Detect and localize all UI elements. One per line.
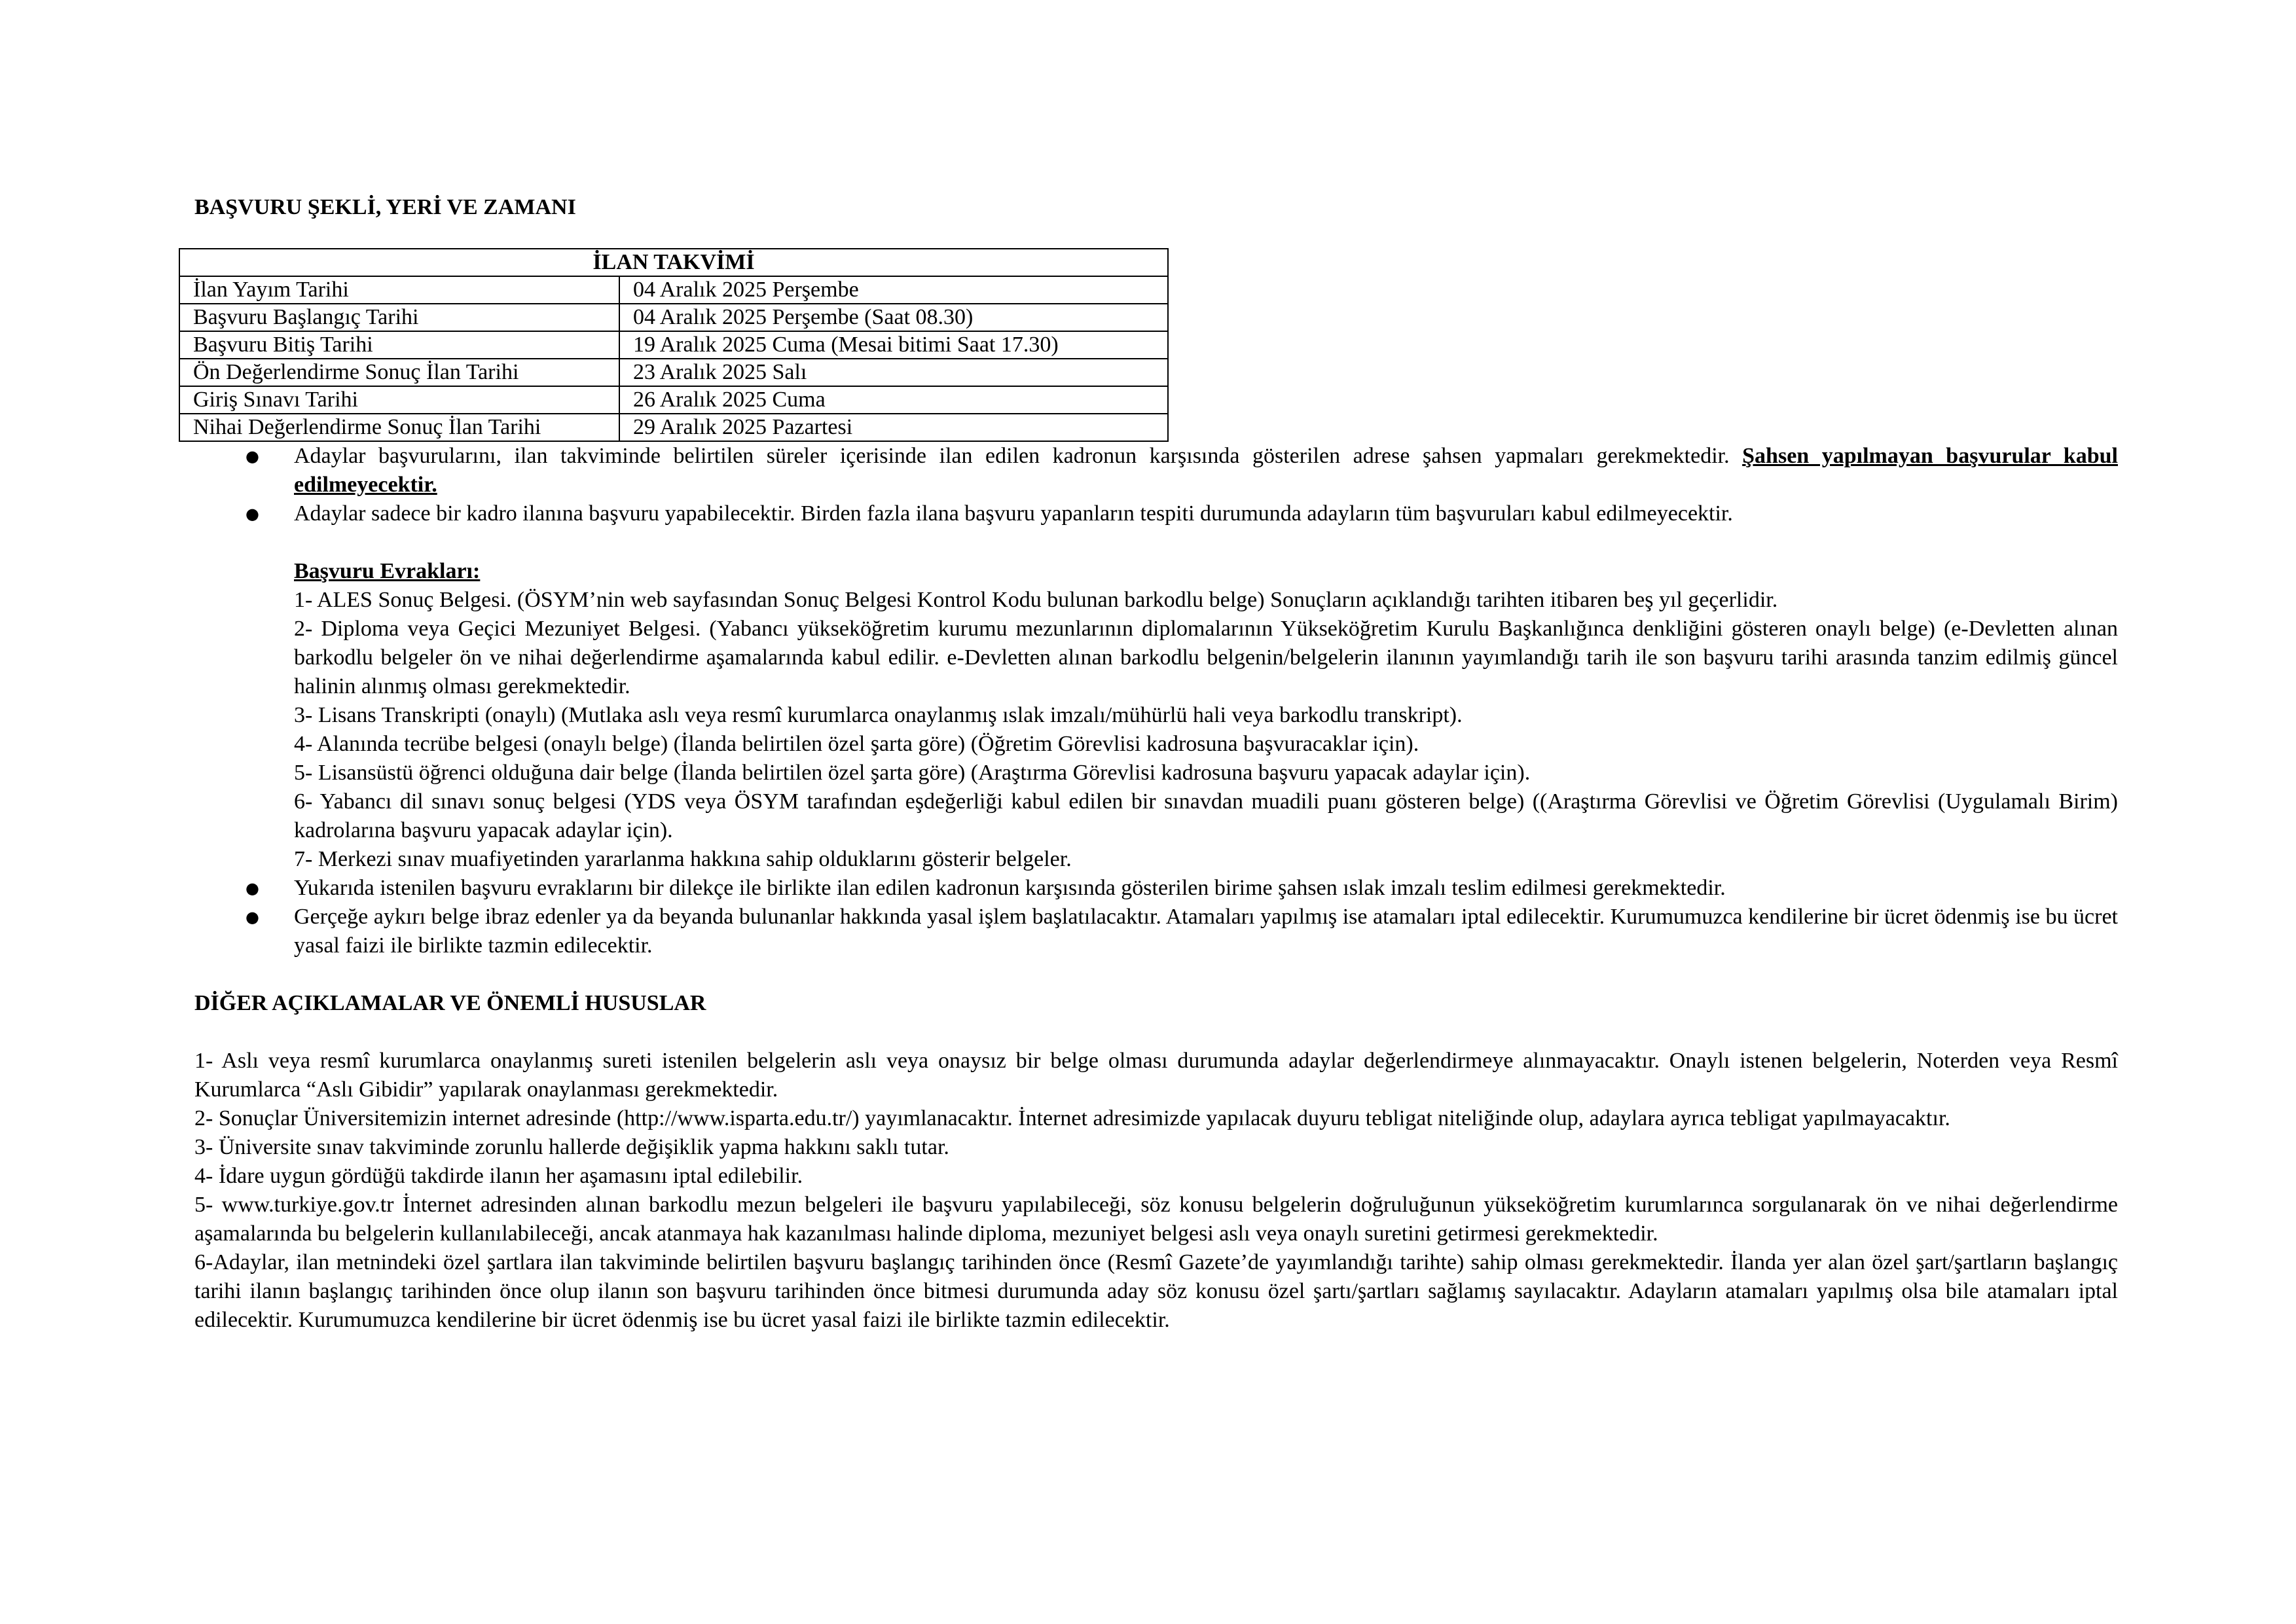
diger-item: 4- İdare uygun gördüğü takdirde ilanın her aşamasını iptal edilebilir. — [194, 1164, 803, 1188]
evrak-title: Başvuru Evrakları: — [294, 559, 481, 583]
diger-item: 3- Üniversite sınav takviminde zorunlu hallerde değişiklik yapma hakkını saklı tutar. — [194, 1135, 949, 1159]
bullet-list-basvuru — [194, 442, 2118, 528]
bullet-text: Gerçeğe aykırı belge ibraz edenler ya da beyanda bulunanlar hakkında yasal işlem başlatılacaktır. Atamaları yapılmış ise atamaları iptal edilecektir. Kurumumuzca kendilerine bir ücret ödenmiş ise bu ücret yasal faizi ile birlikte tazmin edilecektir. — [294, 905, 2118, 958]
ilan-takvimi-table — [179, 248, 1169, 442]
bullet-text: Adaylar sadece bir kadro ilanına başvuru yapabilecektir. Birden fazla ilana başvuru yapanların tespiti durumunda adayların tüm başvuruları kabul edilmeyecektir. — [294, 501, 1733, 526]
list-item — [194, 903, 2118, 960]
diger-item: 6-Adaylar, ilan metnindeki özel şartlara ilan takviminde belirtilen başvuru başlangıç tarihinden önce (Resmî Gazete’de yayımlandığı tarihte) sahip olması gerekmektedir. İlanda yer alan özel şart/şartların başlangıç tarihi ilanın başlangıç tarihinden önce olup ilanın son başvuru tarihinden önce bitmesi durumunda aday söz konusu özel şartı/şartları sağlamış sayılacaktır. Adayların atamaları yapılmış olsa bile atamaları iptal edilecektir. Kurumumuzca kendilerine bir ücret ödenmiş ise bu ücret yasal faizi ile birlikte tazmin edilecektir. — [194, 1250, 2118, 1332]
diger-item: 1- Aslı veya resmî kurumlarca onaylanmış sureti istenilen belgelerin aslı veya onaysız bir belge olması durumunda adaylar değerlendirmeye alınmayacaktır. Onaylı istenen belgelerin, Noterden veya Resmî Kurumlarca “Aslı Gibidir” yapılarak onaylanması gerekmektedir. — [194, 1049, 2118, 1102]
bullet-text: Adaylar başvurularını, ilan takviminde belirtilen süreler içerisinde ilan edilen kadronun karşısında gösterilen adrese şahsen yapmaları gerekmektedir. — [294, 444, 1743, 468]
bullet-icon: ● — [246, 447, 259, 465]
takvim-label: Başvuru Bitiş Tarihi — [179, 331, 619, 359]
bullet-icon: ● — [246, 505, 259, 523]
diger-item: 2- Sonuçlar Üniversitemizin internet adresinde (http://www.isparta.edu.tr/) yayımlanacaktır. İnternet adresimizde yapılacak duyuru tebligat niteliğinde olup, adaylara ayrıca tebligat yapılmayacaktır. — [194, 1106, 1950, 1130]
takvim-title-row — [179, 249, 1168, 276]
list-item — [194, 499, 2118, 528]
list-item — [194, 874, 2118, 903]
section-heading-basvuru: BAŞVURU ŞEKLİ, YERİ VE ZAMANI — [194, 195, 576, 219]
bullet-text: Yukarıda istenilen başvuru evraklarını bir dilekçe ile birlikte ilan edilen kadronun karşısında gösterilen birime şahsen ıslak imzalı teslim edilmesi gerekmektedir. — [294, 876, 1726, 900]
evrak-item: 2- Diploma veya Geçici Mezuniyet Belgesi. (Yabancı yükseköğretim kurumu mezunlarının diplomalarının Yükseköğretim Kurulu Başkanlığınca denkliğini gösteren onaylı belge) (e-Devletten alınan barkodlu belgeler ön ve nihai değerlendirme aşamalarında kabul edilir. e-Devletten alınan barkodlu belgenin/belgelerin ilanının yayımlandığı tarih ile son başvuru tarihi arasında tanzim edilmiş güncel halinin alınmış olması gerekmektedir. — [294, 617, 2118, 698]
list-item — [194, 442, 2118, 499]
takvim-label: Ön Değerlendirme Sonuç İlan Tarihi — [179, 359, 619, 386]
table-row — [179, 359, 1168, 386]
table-row — [179, 331, 1168, 359]
evrak-item: 6- Yabancı dil sınavı sonuç belgesi (YDS veya ÖSYM tarafından eşdeğerliği kabul edilen bir sınavdan muadili puanı gösteren belge) ((Araştırma Görevlisi ve Öğretim Görevlisi (Uygulamalı Birim) kadrolarına başvuru yapacak adaylar için). — [294, 789, 2118, 842]
bullet-icon: ● — [246, 908, 259, 926]
evrak-item: 3- Lisans Transkripti (onaylı) (Mutlaka aslı veya resmî kurumlarca onaylanmış ıslak imzalı/mühürlü hali veya barkodlu transkript). — [294, 703, 1463, 727]
evrak-item: 5- Lisansüstü öğrenci olduğuna dair belge (İlanda belirtilen özel şarta göre) (Araştırma Görevlisi kadrosuna başvuru yapacak adaylar için). — [294, 761, 1531, 785]
table-row — [179, 276, 1168, 304]
takvim-value: 04 Aralık 2025 Perşembe — [619, 276, 1168, 304]
section-heading-diger: DİĞER AÇIKLAMALAR VE ÖNEMLİ HUSUSLAR — [194, 991, 706, 1015]
diger-item: 5- www.turkiye.gov.tr İnternet adresinden alınan barkodlu mezun belgeleri ile başvuru yapılabileceği, söz konusu belgelerin doğruluğunun yükseköğretim kurumlarınca sorgulanarak ön ve nihai değerlendirme aşamalarında bu belgelerin kullanılabileceği, ancak atanmaya hak kazanılması halinde diploma, mezuniyet belgesi aslı veya onaylı suretini getirmesi gerekmektedir. — [194, 1193, 2118, 1246]
takvim-value: 04 Aralık 2025 Perşembe (Saat 08.30) — [619, 304, 1168, 331]
takvim-value: 26 Aralık 2025 Cuma — [619, 386, 1168, 414]
document-page — [194, 193, 2118, 1335]
takvim-value: 29 Aralık 2025 Pazartesi — [619, 414, 1168, 441]
takvim-label: İlan Yayım Tarihi — [179, 276, 619, 304]
evrak-item: 4- Alanında tecrübe belgesi (onaylı belge) (İlanda belirtilen özel şarta göre) (Öğretim Görevlisi kadrosuna başvuracaklar için). — [294, 732, 1419, 756]
takvim-label: Giriş Sınavı Tarihi — [179, 386, 619, 414]
table-row — [179, 386, 1168, 414]
table-row — [179, 414, 1168, 441]
bullet-list-teslim — [194, 874, 2118, 960]
basvuru-evraklari — [194, 557, 2118, 874]
bullet-emphasis: Şahsen yapılmayan başvurular kabul edilmeyecektir. — [294, 444, 2118, 497]
takvim-title: İLAN TAKVİMİ — [179, 249, 1168, 276]
table-row — [179, 304, 1168, 331]
takvim-value: 19 Aralık 2025 Cuma (Mesai bitimi Saat 17.30) — [619, 331, 1168, 359]
diger-aciklamalar — [194, 1047, 2118, 1335]
takvim-label: Nihai Değerlendirme Sonuç İlan Tarihi — [179, 414, 619, 441]
evrak-item: 1- ALES Sonuç Belgesi. (ÖSYM’nin web sayfasından Sonuç Belgesi Kontrol Kodu bulunan barkodlu belge) Sonuçların açıklandığı tarihten itibaren beş yıl geçerlidir. — [294, 588, 1778, 612]
takvim-label: Başvuru Başlangıç Tarihi — [179, 304, 619, 331]
bullet-icon: ● — [246, 879, 259, 897]
evrak-item: 7- Merkezi sınav muafiyetinden yararlanma hakkına sahip olduklarını gösterir belgeler. — [294, 847, 1072, 871]
takvim-value: 23 Aralık 2025 Salı — [619, 359, 1168, 386]
